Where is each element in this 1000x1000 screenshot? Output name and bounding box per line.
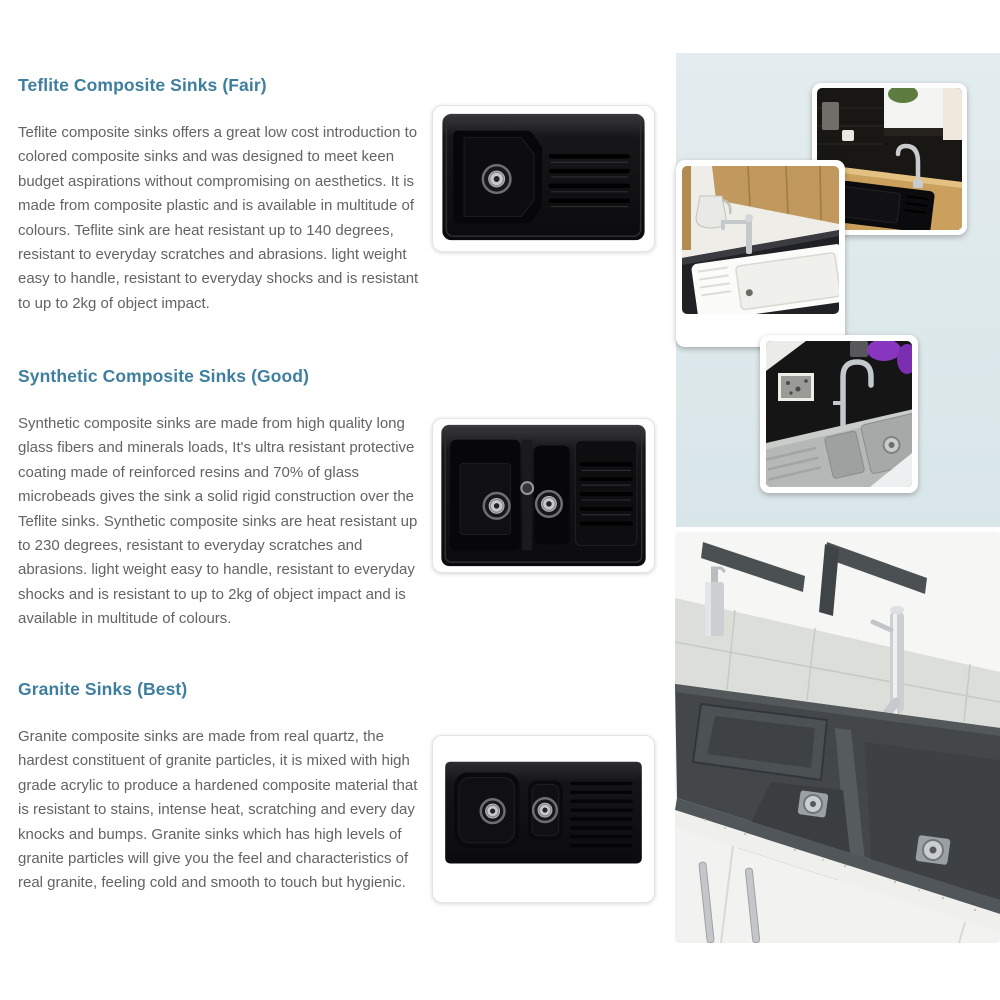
section-heading-granite: Granite Sinks (Best) — [18, 679, 188, 699]
photo-grey-composite-sink — [760, 335, 918, 493]
product-image-granite-sink — [432, 735, 655, 903]
photo-anthracite-double-sink — [675, 532, 1000, 943]
photo-white-ceramic-sink — [676, 160, 845, 347]
black-granite-sink-illustration — [433, 736, 654, 902]
kitchen-grey-sink-scene — [766, 341, 912, 487]
section-body-teflite: Teflite composite sinks offers a great low cost introduction to colored composite sinks and was designed to meet keen budget aspirations without compromising on aesthetics. It is made from composite plastic and is available in multitude of colours. Teflite sink are heat resistant up to 140 degrees, resistant to everyday scratches and abrasions. light weight easy to handle, resistant to everyday shocks and is resistant to up to 2kg of object impact. — [18, 124, 419, 312]
product-image-synthetic-sink — [432, 418, 655, 573]
black-sink-single-bowl-illustration — [433, 106, 654, 251]
section-body-granite: Granite composite sinks are made from real quartz, the hardest constituent of granite particles, it is mixed with high grade acrylic to produce a hardened composite material that is resistant to stains, intense heat, scratching and every day knocks and bumps. Granite sinks which has high levels of granite particles will give you the feel and characteristics of real granite, feeling cold and smooth to touch but hygienic. — [18, 728, 418, 892]
section-body-synthetic: Synthetic composite sinks are made from high quality long glass fibers and minerals loads, It's ultra resistant protective coating made of reinforced resins and 70% of glass microbeads gives the sink a solid rigid construction over the Teflite sinks. Synthetic composite sinks are heat resistant up to 230 degrees, resistant to everyday scratches and abrasions. light weight easy to handle, resistant to everyday shocks and is resistant to up to 2kg of object impact and is available in multitude of colours. — [18, 415, 418, 628]
product-image-teflite-sink — [432, 105, 655, 252]
kitchen-white-sink-scene — [682, 166, 839, 314]
section-heading-teflite: Teflite Composite Sinks (Fair) — [18, 75, 267, 95]
black-sink-one-and-half-bowl-illustration — [433, 419, 654, 572]
kitchen-anthracite-sink-scene — [675, 532, 1000, 943]
section-heading-synthetic: Synthetic Composite Sinks (Good) — [18, 366, 310, 386]
